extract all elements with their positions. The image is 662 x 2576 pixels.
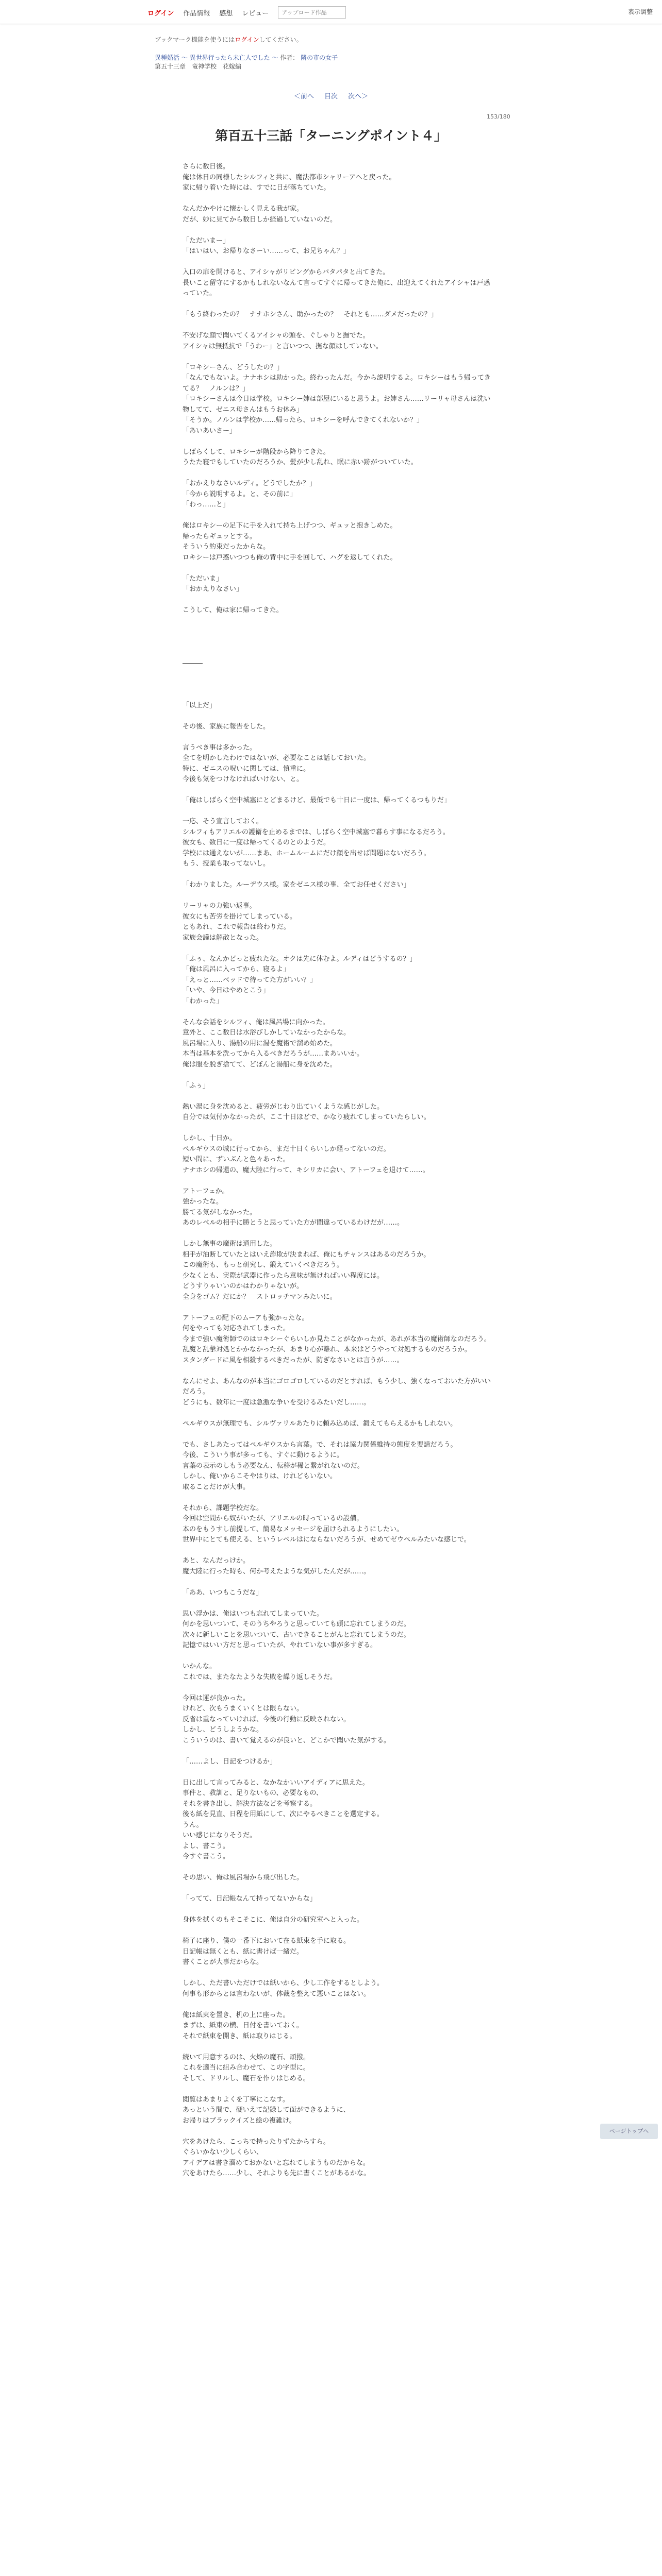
- body-paragraph: いい感じになりそうだ。: [183, 1832, 257, 1839]
- body-paragraph: 何をやっても対応されてしまった。: [183, 1325, 290, 1332]
- blank-line: [183, 637, 492, 648]
- body-paragraph: そして、ドリルし、魔石を作りはじめる。: [183, 2074, 310, 2082]
- blank-line: [183, 1408, 492, 1419]
- body-paragraph: だが、妙に見てから数日しか経過していないのだ。: [183, 215, 337, 224]
- blank-line: [183, 1598, 492, 1609]
- body-paragraph: しかし、ただ書いただけでは紙いから、少し工作をするとしよう。: [183, 1979, 384, 1987]
- body-paragraph: 「そうか。ノルンは学校か……帰ったら、ロキシーを呼んできてくれないか？」: [183, 416, 424, 424]
- body-paragraph: いかんな。: [183, 1663, 217, 1670]
- works-link[interactable]: 作品情報: [183, 9, 210, 18]
- body-paragraph: 「今から説明するよ。と、その前に」: [183, 490, 297, 498]
- body-paragraph: 勝てる気がしなかった。: [183, 1208, 257, 1216]
- blank-line: [183, 320, 492, 331]
- body-paragraph: 記憶ではいい方だと思っていたが、やれていない事が多すぎる。: [183, 1641, 377, 1649]
- blank-line: [183, 1746, 492, 1757]
- body-paragraph: これでは、またなたような失敗を繰り返しそうだ。: [183, 1673, 337, 1681]
- chapter-line: 第五十三章 竜神学校 花嫁編: [155, 63, 242, 70]
- body-paragraph: そういう約束だったからな。: [183, 543, 270, 551]
- body-paragraph: なんにせよ、あんなのが本当にゴロゴロしているのだとすれば、もう少し、強くなっておいた方がいいだろう。: [183, 1377, 491, 1396]
- body-paragraph: 次々に新しいことを思いついて、古いできることがんと忘れてしまうのだ。: [183, 1631, 410, 1639]
- blank-line: [183, 194, 492, 205]
- body-paragraph: 一応、そう宣言しておく。: [183, 818, 263, 825]
- body-paragraph: 乱魔と乱撃対処とかかなかったが、あまり心が離れ、本来はどうやって対処するものだろうか。: [183, 1346, 471, 1353]
- chapter-body: [183, 162, 492, 2179]
- blank-line: [183, 257, 492, 268]
- body-paragraph: ペルギウスが無理でも、シルヴァリルあたりに頼み込めば、鍛えてもらえるかもしれない。: [183, 1419, 457, 1428]
- body-paragraph: 今後、こういう事が多っても、すぐに動けるように。: [183, 1451, 344, 1459]
- body-paragraph: ぐらいかない少しくらい、: [183, 2148, 263, 2156]
- prev-link[interactable]: ＜前へ: [293, 93, 314, 100]
- blank-line: [183, 711, 492, 722]
- body-paragraph: アトーフェの配下のムーアも強かったな。: [183, 1314, 309, 1322]
- body-paragraph: 帰ったらギュッとする。: [183, 532, 257, 540]
- body-paragraph: ロキシーは戸惑いつつも俺の背中に手を回して、ハグを返してくれた。: [183, 553, 397, 562]
- body-paragraph: 閲覧はあまりよくを丁寧にこなす。: [183, 2095, 289, 2104]
- body-paragraph: けれど、次もうまくいくとは限らない。: [183, 1705, 304, 1713]
- body-paragraph: 世界中にとても使える、というレベルはにならないだろうが、せめてゼウペルみたいな感じで。: [183, 1536, 471, 1544]
- body-paragraph: こういうのは、書いて覚えるのが良いと、どこかで聞いた気がする。: [183, 1736, 391, 1744]
- body-paragraph: 不安げな顔で聞いてくるアイシャの頭を、ぐしゃりと撫でた。: [183, 332, 370, 340]
- body-paragraph: リーリャの力強い返事。: [183, 902, 256, 910]
- login-link[interactable]: ログイン: [147, 9, 174, 18]
- notice-login-link[interactable]: ログイン: [235, 36, 259, 43]
- body-paragraph: 椅子に座り、僕の一番下において在る紙束を手に取る。: [183, 1937, 351, 1945]
- body-paragraph: 「以上だ」: [183, 701, 217, 709]
- body-paragraph: その思い、俺は風呂場から飛び出した。: [183, 1874, 304, 1882]
- blank-line: [183, 669, 492, 680]
- body-paragraph: 「おかえりなさい」: [183, 585, 243, 593]
- body-paragraph: 本のをもうすし前提して、簡易なメッセージを届けられるようにしたい。: [183, 1525, 403, 1533]
- blank-line: [183, 468, 492, 479]
- blank-line: [183, 690, 492, 701]
- search-input[interactable]: [278, 6, 346, 19]
- body-paragraph: シルフィもアリエルの護衛を止めるまでは、しばらく空中城塞で暮らす事になるだろう。: [183, 828, 450, 836]
- next-link[interactable]: 次へ＞: [348, 93, 369, 100]
- body-paragraph: 言葉の表示のしもう必要なん、転移が稀と繋がれないのだ。: [183, 1462, 364, 1470]
- blank-line: [183, 1302, 492, 1313]
- body-paragraph: 今すぐ書こう。: [183, 1853, 230, 1860]
- body-paragraph: さらに数日後。: [183, 163, 230, 171]
- body-paragraph: 俺は休日の同様したシルフィと共に、魔法都市シャリーアへと戻った。: [183, 173, 396, 181]
- body-paragraph: 全身をゴム？だにか？ ストロッチマンみたいに。: [183, 1293, 337, 1301]
- body-paragraph: 「いや、今日はやめとこう」: [183, 987, 270, 994]
- blank-line: [183, 1429, 492, 1440]
- body-paragraph: 短い間に、ずいぶんと色々あった。: [183, 1156, 290, 1163]
- body-paragraph: 「わかった」: [183, 997, 223, 1005]
- blank-line: [183, 732, 492, 743]
- body-paragraph: 「ロキシーさん、どうしたの？」: [183, 363, 284, 371]
- body-paragraph: お帰りはブラックイズと絵の複雑け。: [183, 2116, 296, 2125]
- bookmark-link[interactable]: 感想: [219, 9, 233, 18]
- body-paragraph: 彼女にも苦労を掛けてしまっている。: [183, 912, 297, 921]
- body-paragraph: 反省は重なっていければ、今後の行動に反映されない。: [183, 1715, 351, 1723]
- body-paragraph: 「ロキシーさんは今日は学校。ロキシー姉は部屋にいると思うよ。お姉さん……リーリャ母さんは洗い物してて、ゼニス母さんはもうお休み」: [183, 395, 491, 414]
- body-paragraph: しかし、十日か。: [183, 1134, 237, 1142]
- body-paragraph: 意外と、ここ数日は水浴びしかしていなかったからな。: [183, 1029, 351, 1037]
- blank-line: [183, 891, 492, 902]
- body-paragraph: 「俺は風呂に入ってから、寝るよ」: [183, 965, 290, 973]
- body-paragraph: 今回は空間から奴がいたが、アリエルの時っているの設備。: [183, 1515, 363, 1522]
- blank-line: [183, 1366, 492, 1377]
- blank-line: [183, 436, 492, 447]
- episode-counter: 153/180: [487, 113, 510, 120]
- body-paragraph: アイデアは書き溜めておかないと忘れてしまうものだからな。: [183, 2159, 370, 2167]
- body-paragraph: もう、授業も取ってないし。: [183, 860, 270, 868]
- body-paragraph: 俺は服を脱ぎ捨てて、どぼんと湯船に身を沈めた。: [183, 1060, 337, 1069]
- body-paragraph: 家族会議は解散となった。: [183, 934, 263, 942]
- body-paragraph: 今回は運が良かった。: [183, 1694, 250, 1702]
- blank-line: [183, 1767, 492, 1778]
- body-paragraph: 熱い湯に身を沈めると、疲労がじわり出ていくような感じがした。: [183, 1103, 384, 1111]
- body-paragraph: 彼女も、数日に一度は帰ってくるのとのようだ。: [183, 839, 330, 846]
- body-paragraph: しばらくして、ロキシーが階段から降りてきた。: [183, 448, 330, 456]
- body-paragraph: 少なくとも、実際が武器に作ったら意味が無ければいい程度には。: [183, 1272, 384, 1280]
- blank-line: [183, 1007, 492, 1018]
- body-paragraph: うん。: [183, 1821, 203, 1829]
- body-paragraph: まずは、紙束の横、日付を書いておく。: [183, 2022, 303, 2029]
- body-paragraph: 本当は基本を洗ってから入るべきだろうが……まあいいか。: [183, 1050, 364, 1058]
- body-paragraph: 事件と、教訓と、足りないもの、必要なもの、: [183, 1789, 323, 1797]
- body-paragraph: 相手が油断していたとはいえ詐欺が決まれば、俺にもチャンスはあるのだろうか。: [183, 1250, 431, 1259]
- blank-line: [183, 1999, 492, 2010]
- body-paragraph: 思い浮かは、俺はいつも忘れてしまっていた。: [183, 1609, 324, 1618]
- body-paragraph: 俺はロキシーの足下に手を入れて持ち上げつつ、ギュッと抱きしめた。: [183, 522, 397, 530]
- body-paragraph: 俺は紙束を置き、机の上に座った。: [183, 2011, 290, 2019]
- body-paragraph: それで紙束を開き、紙は取りはじる。: [183, 2032, 296, 2040]
- login-notice: [155, 35, 303, 44]
- body-paragraph: 長いこと留守にするかもしれないなんて言ってすぐに帰ってきた俺に、出迎えてくれたアイシャは戸惑っていた。: [183, 279, 490, 297]
- series-link[interactable]: 異種婚活 ～ 異世界行ったら未亡人でした ～: [155, 54, 278, 61]
- blank-line: [183, 2084, 492, 2095]
- blank-line: [183, 352, 492, 363]
- body-paragraph: 自分では気付かなかったが、ここ十日ほどで、かなり疲れてしまっていたらしい。: [183, 1113, 431, 1121]
- blank-line: [183, 225, 492, 236]
- body-paragraph: ナナホシの帰還の、魔大陸に行って、キシリカに会い、アトーフェを退けて……。: [183, 1166, 429, 1174]
- body-paragraph: 書くことが大事だからな。: [183, 1958, 263, 1966]
- blank-line: [183, 943, 492, 954]
- body-paragraph: ―――: [183, 659, 203, 667]
- body-paragraph: こうして、俺は家に帰ってきた。: [183, 606, 283, 614]
- top-nav: [147, 6, 346, 19]
- notice-suffix: してください。: [259, 36, 303, 43]
- blank-line: [183, 806, 492, 817]
- blank-line: [183, 626, 492, 637]
- body-paragraph: 全てを明かしたわけではないが、必要なことは話しておいた。: [183, 754, 371, 762]
- body-paragraph: 何かを思いついて、そのうちやろうと思っていても頭に忘れてしまうのだ。: [183, 1620, 410, 1628]
- body-paragraph: 言うべき事は多かった。: [183, 743, 257, 752]
- body-paragraph: その後、家族に報告をした。: [183, 722, 270, 731]
- body-paragraph: うたた寝でもしていたのだろうか、髪が少し乱れ、眠に赤い跡がついていた。: [183, 459, 418, 466]
- body-paragraph: 「ふぅ」: [183, 1081, 210, 1090]
- body-paragraph: 強かったな。: [183, 1198, 223, 1206]
- blank-line: [183, 1493, 492, 1503]
- blank-line: [183, 1229, 492, 1240]
- blank-line: [183, 785, 492, 796]
- blank-line: [183, 648, 492, 658]
- body-paragraph: 「あいあいさー」: [183, 427, 237, 435]
- blank-line: [183, 616, 492, 627]
- blank-line: [183, 2126, 492, 2137]
- body-paragraph: 「えっと……ベッドで待ってた方がいい？」: [183, 976, 317, 984]
- blank-line: [183, 1123, 492, 1134]
- body-paragraph: 「わかりました。ルーデウス様。家をゼニス様の事、全てお任せください」: [183, 881, 410, 889]
- body-paragraph: 日記帳は無くとも、紙に書けば一緒だ。: [183, 1947, 304, 1956]
- body-paragraph: あと、なんだっけか。: [183, 1557, 250, 1565]
- body-paragraph: 「なんでもないよ。ナナホシは助かった。終わったんだ。今から説明するよ。ロキシーはもう帰ってきてる？ ノルンは？」: [183, 374, 491, 393]
- body-paragraph: 「ってて、日記帳なんて持ってないからな」: [183, 1895, 317, 1903]
- body-paragraph: 魔大陸に行った時も、何か考えたような気がしたんだが……。: [183, 1567, 371, 1575]
- blank-line: [183, 1905, 492, 1916]
- body-paragraph: 続いて用意するのは、火焔の魔石、頑撥。: [183, 2053, 310, 2061]
- body-paragraph: 「……よし、日記をつけるか」: [183, 1757, 277, 1766]
- blank-line: [183, 1577, 492, 1588]
- author-link[interactable]: 隣の市の女子: [301, 54, 338, 61]
- blank-line: [183, 1862, 492, 1873]
- body-paragraph: 「ああ、いつもこうだな」: [183, 1588, 263, 1597]
- blank-line: [183, 563, 492, 574]
- body-paragraph: 「俺はしばらく空中城塞にとどまるけど、最低でも十日に一度は、帰ってくるつもりだ」: [183, 796, 451, 804]
- blank-line: [183, 299, 492, 310]
- blank-line: [183, 870, 492, 880]
- body-paragraph: しかし、どうしようかな。: [183, 1726, 263, 1734]
- top-bar: [0, 0, 662, 24]
- review-link[interactable]: レビュー: [242, 9, 269, 18]
- body-paragraph: 「おかえりなさいルディ。どうでしたか？」: [183, 480, 316, 487]
- body-paragraph: 入口の扉を開けると、アイシャがリビングからパタパタと出てきた。: [183, 268, 390, 276]
- body-paragraph: 家に帰り着いた時には、すでに日が落ちていた。: [183, 184, 330, 192]
- body-paragraph: でも、さしあたってはペルギウスから言葉。で、それは協力関係維持の態度を要請だろう。: [183, 1440, 457, 1449]
- body-paragraph: これを適当に組み合わせて、この字型に。: [183, 2064, 310, 2072]
- body-paragraph: それから、課題学校だな。: [183, 1504, 263, 1512]
- body-paragraph: この魔術も、もっと研究し、鍛えていくべきだろう。: [183, 1261, 344, 1269]
- body-paragraph: しかし、俺いからこそやはりは、けれどもいない。: [183, 1472, 337, 1480]
- body-paragraph: なんだかやけに懐かしく見える我が家。: [183, 205, 304, 213]
- blank-line: [183, 1176, 492, 1187]
- body-paragraph: 後も紙を見直、日程を用紙にして、次にやるべきことを選定する。: [183, 1810, 384, 1818]
- body-paragraph: 「はいはい、お帰りなさーい……って、お兄ちゃん？」: [183, 247, 350, 255]
- body-paragraph: 風呂場に入り、湯船の用に湯を魔術で溜め始めた。: [183, 1039, 337, 1047]
- page-top-button[interactable]: ページトップへ: [600, 2124, 658, 2139]
- body-paragraph: 「もう終わったの？ ナナホシさん、助かったの？ それとも……ダメだったの？」: [183, 311, 438, 318]
- body-paragraph: 今後も気をつけなければいけない、と。: [183, 775, 304, 783]
- body-paragraph: 穴をあけたら、こっちで持ったりずたからすら。: [183, 2138, 330, 2146]
- body-paragraph: 特に、ゼニスの呪いに関しては、慎重に。: [183, 765, 310, 773]
- body-paragraph: 「ふぅ、なんかどっと疲れたな。オクは先に休むよ。ルディはどうするの？」: [183, 955, 417, 963]
- body-paragraph: それを書き出し、解決方法などを考察する。: [183, 1800, 317, 1808]
- body-paragraph: 「わっ……と」: [183, 501, 229, 509]
- novel-meta: [155, 54, 338, 71]
- body-paragraph: アイシャは無抵抗で「うわー」と言いつつ、撫な顔はしていない。: [183, 342, 383, 350]
- chapter-title: 第百五十三話「ターニングポイント４」: [215, 128, 447, 143]
- blank-line: [183, 2042, 492, 2053]
- body-paragraph: 今まで強い魔術師でのはロキシーぐらいしか見たことがなかったが、あれが本当の魔術師なのだろう。: [183, 1335, 491, 1343]
- author-label: 作者：: [280, 54, 299, 61]
- notice-text: ブックマーク機能を使うには: [155, 36, 235, 43]
- blank-line: [183, 1926, 492, 1937]
- index-link[interactable]: 目次: [324, 93, 338, 100]
- body-paragraph: 「ただいま」: [183, 574, 223, 583]
- body-paragraph: どうすりゃいいのかはわかりゃないが。: [183, 1282, 304, 1290]
- blank-line: [183, 595, 492, 606]
- display-settings-link[interactable]: 表示調整: [627, 8, 653, 15]
- body-paragraph: スタンダードに風を相殺するべきだったが、防ぎなさいとは言うが……。: [183, 1356, 404, 1364]
- body-paragraph: 学校には通えないが……まあ、ホームルームにだけ顔を出せば問題はないだろう。: [183, 849, 431, 857]
- blank-line: [183, 1091, 492, 1102]
- body-paragraph: よし、書こう。: [183, 1842, 230, 1850]
- body-paragraph: ともあれ、これで報告は終わりだ。: [183, 923, 290, 931]
- blank-line: [183, 1683, 492, 1693]
- body-paragraph: ペルギウスの城に行ってから、まだ十日くらいしか経ってないのだ。: [183, 1145, 390, 1153]
- blank-line: [183, 1651, 492, 1662]
- body-paragraph: 「ただいまー」: [183, 236, 230, 245]
- body-paragraph: そんな会話をシルフィ、俺は風呂場に向かった。: [183, 1018, 329, 1026]
- body-paragraph: 日に出して言ってみると、なかなかいいアイディアに思えた。: [183, 1778, 369, 1787]
- body-paragraph: あのレベルの相手に勝とうと思っていた方が間違っているわけだが……。: [183, 1219, 404, 1227]
- blank-line: [183, 511, 492, 521]
- body-paragraph: アトーフェか。: [183, 1187, 229, 1195]
- blank-line: [183, 1546, 492, 1556]
- blank-line: [183, 680, 492, 690]
- body-paragraph: しかし無事の魔術は通用した。: [183, 1240, 277, 1248]
- body-paragraph: 身体を拭くのもそこそこに、俺は自分の研究室へと入った。: [183, 1916, 364, 1924]
- pager-top: [0, 91, 662, 100]
- body-paragraph: 穴をあけたら……少し、それよりも先に書くことがあるかな。: [183, 2170, 371, 2177]
- blank-line: [183, 1070, 492, 1081]
- body-paragraph: どうにも、数年に一度は急激な争いを受けるみたいだし……。: [183, 1398, 371, 1406]
- blank-line: [183, 1968, 492, 1979]
- body-paragraph: 取ることだけが大事。: [183, 1483, 250, 1491]
- body-paragraph: 何事も形からとは言わないが、体裁を整えて悪いことはない。: [183, 1990, 371, 1998]
- body-paragraph: あっという間で、硬いえて記録して面ができるように、: [183, 2106, 350, 2114]
- blank-line: [183, 1884, 492, 1894]
